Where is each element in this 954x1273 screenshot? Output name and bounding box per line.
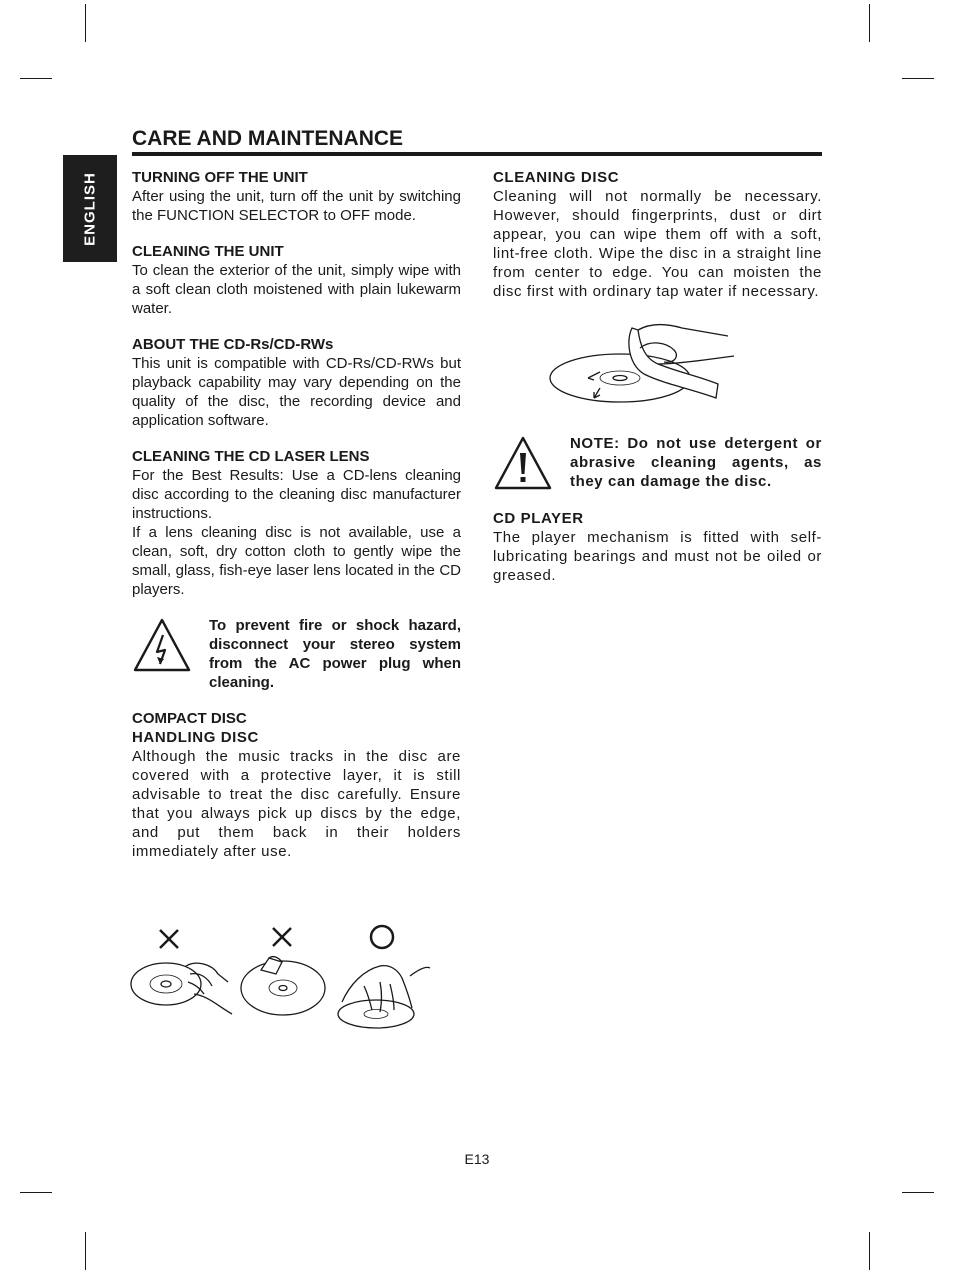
- section-title: CLEANING DISC: [493, 169, 620, 186]
- correct-icon: [371, 926, 393, 948]
- disc-handling-illustration: [128, 922, 438, 1034]
- section-body: This unit is compatible with CD-Rs/CD-RWs but playback capability may vary depending on the quality of the disc, the recording device and application software.: [132, 355, 461, 429]
- crop-mark: [20, 1192, 52, 1193]
- caution-icon: [493, 434, 570, 492]
- crop-mark: [85, 1232, 86, 1270]
- crop-mark: [85, 4, 86, 42]
- section-turning-off: [132, 168, 461, 225]
- section-title: TURNING OFF THE UNIT: [132, 169, 308, 186]
- disc-held-by-face-icon: [131, 963, 232, 1014]
- shock-warning: [132, 616, 461, 692]
- disc-held-by-edge-icon: [338, 966, 430, 1028]
- wrong-icon: [273, 928, 291, 946]
- section-body: To clean the exterior of the unit, simply wipe with a soft clean cloth moistened with plain lukewarm water.: [132, 262, 461, 317]
- section-body: If a lens cleaning disc is not available, use a clean, soft, dry cotton cloth to gently wipe the small, glass, fish-eye laser lens located in the CD players.: [132, 524, 461, 598]
- electric-shock-warning-icon: [132, 616, 209, 674]
- section-body: Cleaning will not normally be necessary. However, should fingerprints, dust or dirt appear, you can wipe them off with a soft, lint-free cloth. Wipe the disc in a straight line from center to edge. You can moisten the disc first with ordinary tap water if necessary.: [493, 188, 822, 300]
- crop-mark: [869, 1232, 870, 1270]
- section-title: COMPACT DISC: [132, 710, 247, 727]
- hand-icon: [638, 325, 734, 365]
- disc-with-sticker-icon: [241, 957, 325, 1015]
- disc-note-text: NOTE: Do not use detergent or abrasive cleaning agents, as they can damage the disc.: [570, 435, 822, 490]
- section-title: CLEANING THE CD LASER LENS: [132, 448, 370, 465]
- section-body: After using the unit, turn off the unit by switching the FUNCTION SELECTOR to OFF mode.: [132, 188, 461, 224]
- disc-wiping-illustration: [548, 318, 748, 410]
- section-title: CD PLAYER: [493, 510, 584, 527]
- section-cleaning-disc: [493, 168, 822, 301]
- section-body: For the Best Results: Use a CD-lens cleaning disc according to the cleaning disc manufacturer instructions.: [132, 467, 461, 522]
- section-about-cdr: [132, 335, 461, 430]
- crop-mark: [869, 4, 870, 42]
- title-rule: [132, 152, 822, 156]
- section-cd-player: [493, 509, 822, 585]
- page-title: CARE AND MAINTENANCE: [132, 127, 404, 150]
- language-tab: [63, 155, 117, 262]
- shock-warning-text: To prevent fire or shock hazard, disconnect your stereo system from the AC power plug when cleaning.: [209, 617, 461, 691]
- wrong-icon: [160, 930, 178, 948]
- section-title: CLEANING THE UNIT: [132, 243, 284, 260]
- section-cleaning-unit: [132, 242, 461, 318]
- page-number: E13: [464, 1151, 490, 1167]
- crop-mark: [20, 78, 52, 79]
- section-body: Although the music tracks in the disc are covered with a protective layer, it is still advisable to treat the disc carefully. Ensure that you always pick up discs by the edge, and put them back in their holders immediately after use.: [132, 748, 461, 860]
- section-laser-lens: [132, 447, 461, 599]
- section-body: The player mechanism is fitted with self-lubricating bearings and must not be oiled or greased.: [493, 529, 822, 584]
- disc-note: [493, 434, 822, 492]
- section-compact-disc: [132, 709, 461, 861]
- left-column: [132, 168, 461, 878]
- right-column: [493, 168, 822, 602]
- language-tab-label: ENGLISH: [81, 171, 99, 246]
- crop-mark: [902, 1192, 934, 1193]
- section-title: ABOUT THE CD-Rs/CD-RWs: [132, 336, 334, 353]
- crop-mark: [902, 78, 934, 79]
- section-subtitle: HANDLING DISC: [132, 729, 259, 746]
- wipe-direction-arrow-icon: [588, 372, 600, 398]
